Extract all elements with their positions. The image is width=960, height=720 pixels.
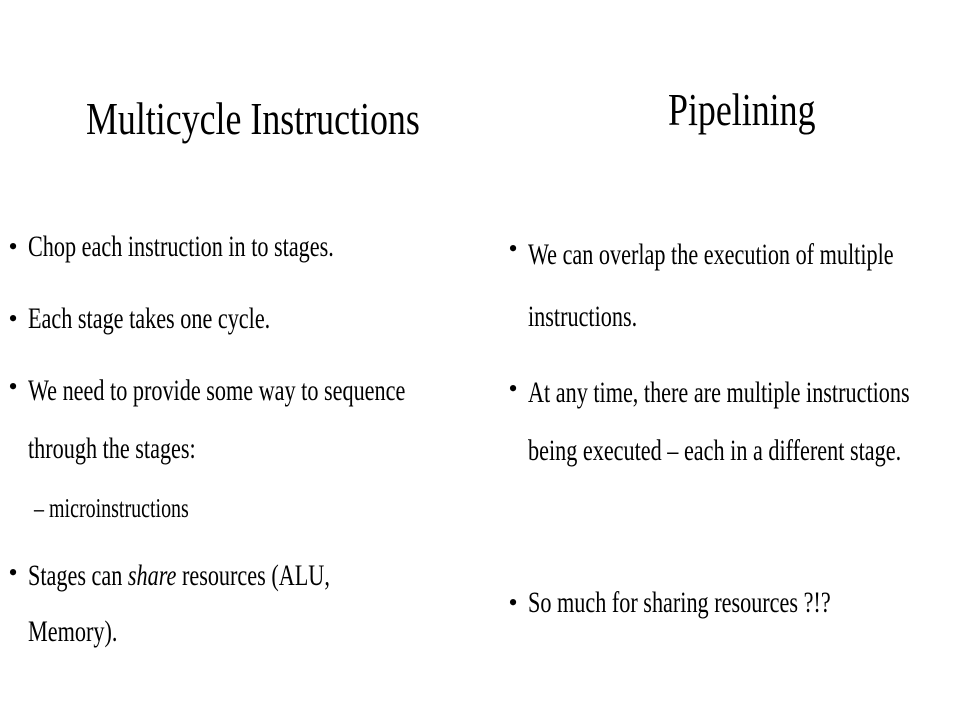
bullet-dot: •	[508, 374, 518, 403]
bullet-dot: •	[8, 372, 18, 401]
bullet-dot: •	[8, 232, 18, 261]
left-bullet-item-2	[0, 294, 500, 344]
left-bullet-text-1: Chop each instruction in to stages.	[28, 230, 334, 263]
right-bullet-text-3: So much for sharing resources ?!?	[528, 586, 831, 619]
right-column-title: Pipelining	[668, 84, 816, 135]
right-bullet-text-1: We can overlap the execution of multiple instructions.	[528, 238, 894, 333]
left-bullet-text-2: Each stage takes one cycle.	[28, 302, 271, 335]
left-column-title: Multicycle Instructions	[86, 93, 420, 144]
bullet-dot: •	[508, 588, 518, 617]
bullet-dot: •	[508, 234, 518, 263]
right-bullet-item-2	[500, 364, 960, 480]
right-bullet-item-1	[500, 224, 960, 348]
left-bullet-item-4	[0, 548, 500, 660]
bullet-dot: •	[8, 558, 18, 587]
left-bullet-item-3	[0, 362, 500, 478]
left-bullet-text-4-emphasis: share	[127, 559, 177, 592]
right-bullet-item-3	[500, 578, 960, 628]
left-sub-text-1: – microinstructions	[34, 493, 189, 523]
left-bullet-text-4-after: resources (ALU, Memory).	[28, 559, 330, 648]
left-bullet-item-1	[0, 222, 500, 272]
left-bullet-text-4-before: Stages can	[28, 559, 128, 592]
right-bullet-text-2: At any time, there are multiple instructions being executed – each in a different stage.	[528, 376, 910, 467]
left-bullet-text-4	[28, 548, 472, 660]
bullet-dot: •	[8, 304, 18, 333]
left-bullet-text-3: We need to provide some way to sequence through the stages:	[28, 374, 406, 465]
